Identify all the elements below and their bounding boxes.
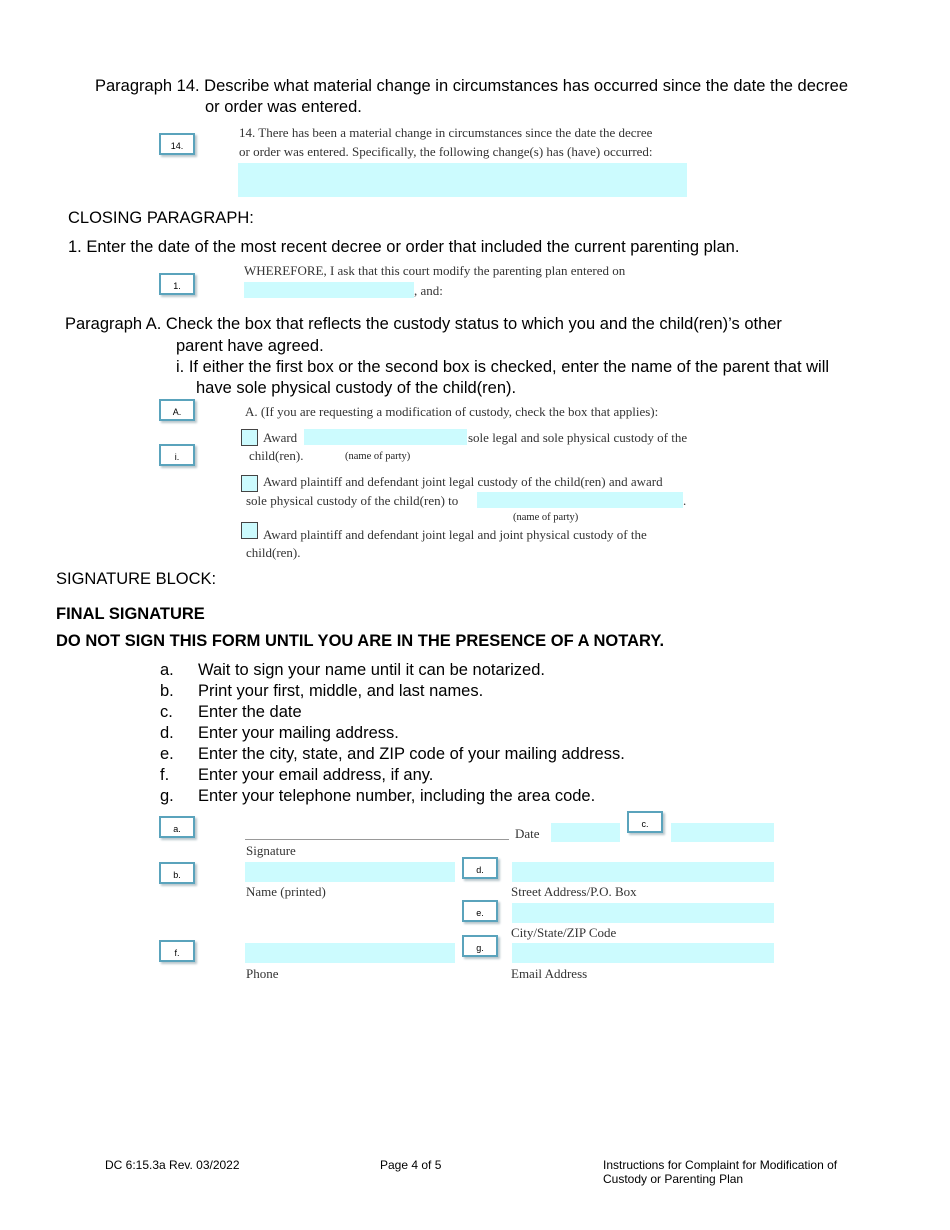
custody-option3-checkbox[interactable]: [241, 522, 258, 539]
custody-option1-checkbox[interactable]: [241, 429, 258, 446]
opt1-party-name-field[interactable]: [304, 429, 467, 445]
list-letter: g.: [160, 787, 174, 805]
closing-form-line1: WHEREFORE, I ask that this court modify the parenting plan entered on: [244, 263, 626, 278]
tag-A: A.: [159, 399, 195, 421]
opt1-award-label: Award: [263, 430, 298, 445]
paraA-form-heading: A. (If you are requesting a modification of custody, check the box that applies):: [245, 404, 659, 419]
opt1-rest-label: sole legal and sole physical custody of the: [468, 430, 688, 445]
notary-warning: DO NOT SIGN THIS FORM UNTIL YOU ARE IN THE PRESENCE OF A NOTARY.: [56, 632, 665, 650]
list-letter: f.: [160, 766, 170, 784]
footer-title-line1: Instructions for Complaint for Modification of: [603, 1158, 838, 1172]
p14-form-line1: 14. There has been a material change in circumstances since the date the decree: [239, 125, 653, 140]
p14-instruction-line1: Paragraph 14. Describe what material change in circumstances has occurred since the date the decree: [95, 77, 848, 95]
closing-item1: 1. Enter the date of the most recent decree or order that included the current parenting plan.: [68, 238, 740, 256]
final-signature-heading: FINAL SIGNATURE: [56, 605, 205, 623]
footer-page-number: Page 4 of 5: [380, 1158, 442, 1172]
tag-f: f.: [159, 940, 195, 962]
email-address-field[interactable]: [512, 943, 774, 963]
tag-14: 14.: [159, 133, 195, 155]
list-letter: e.: [160, 745, 174, 763]
date-label: Date: [515, 826, 540, 841]
paraA-sub-line1: i. If either the first box or the second box is checked, enter the name of the parent that will: [176, 358, 830, 376]
closing-heading: CLOSING PARAGRAPH:: [68, 209, 254, 227]
opt3-line1: Award plaintiff and defendant joint legal and joint physical custody of the: [263, 527, 647, 542]
email-address-label: Email Address: [511, 966, 588, 981]
tag-a: a.: [159, 816, 195, 838]
printed-name-field[interactable]: [245, 862, 455, 882]
opt2-line1: Award plaintiff and defendant joint legal custody of the child(ren) and award: [263, 474, 663, 489]
opt1-name-of-party-caption: (name of party): [345, 451, 411, 462]
list-letter: d.: [160, 724, 174, 742]
tag-c: c.: [627, 811, 663, 833]
opt2-line2: sole physical custody of the child(ren) to: [246, 493, 459, 508]
phone-label: Phone: [246, 966, 279, 981]
phone-field[interactable]: [245, 943, 455, 963]
decree-date-field[interactable]: [244, 282, 414, 298]
list-item: Enter your telephone number, including the area code.: [198, 787, 596, 805]
p14-instruction-line2: or order was entered.: [205, 98, 362, 116]
city-state-zip-label: City/State/ZIP Code: [511, 925, 617, 940]
city-state-zip-field[interactable]: [512, 903, 774, 923]
opt2-period: .: [683, 493, 687, 508]
opt1-line2: child(ren).: [249, 448, 304, 463]
street-address-label: Street Address/P.O. Box: [511, 884, 637, 899]
paraA-line2: parent have agreed.: [176, 337, 324, 355]
signature-label: Signature: [246, 843, 296, 858]
list-item: Enter the city, state, and ZIP code of your mailing address.: [198, 745, 625, 763]
list-letter: b.: [160, 682, 174, 700]
list-item: Enter your mailing address.: [198, 724, 399, 742]
tag-b: b.: [159, 862, 195, 884]
opt3-line2: child(ren).: [246, 545, 301, 560]
signature-instructions-list: [0, 660, 950, 810]
list-item: Wait to sign your name until it can be notarized.: [198, 661, 545, 679]
date-field-2[interactable]: [671, 823, 774, 842]
opt2-party-name-field[interactable]: [477, 492, 683, 508]
date-field-1[interactable]: [551, 823, 620, 842]
list-item: Enter the date: [198, 703, 302, 721]
list-letter: a.: [160, 661, 174, 679]
footer-title-line2: Custody or Parenting Plan: [603, 1172, 744, 1186]
signature-heading: SIGNATURE BLOCK:: [56, 570, 217, 588]
tag-1: 1.: [159, 273, 195, 295]
street-address-field[interactable]: [512, 862, 774, 882]
p14-form-line2: or order was entered. Specifically, the following change(s) has (have) occurred:: [239, 144, 653, 159]
tag-i: i.: [159, 444, 195, 466]
paraA-sub-line2: have sole physical custody of the child(ren).: [196, 379, 517, 397]
tag-d: d.: [462, 857, 498, 879]
opt2-name-of-party-caption: (name of party): [513, 512, 579, 523]
name-printed-label: Name (printed): [246, 884, 326, 899]
list-item: Print your first, middle, and last names.: [198, 682, 484, 700]
custody-option2-checkbox[interactable]: [241, 475, 258, 492]
tag-e: e.: [462, 900, 498, 922]
signature-line[interactable]: [245, 839, 509, 840]
list-letter: c.: [160, 703, 173, 721]
footer-form-number: DC 6:15.3a Rev. 03/2022: [105, 1158, 240, 1172]
p14-change-field[interactable]: [238, 163, 687, 197]
paraA-line1: Paragraph A. Check the box that reflects the custody status to which you and the child(ren)’s other: [65, 315, 782, 333]
closing-form-and: , and:: [414, 283, 443, 298]
list-item: Enter your email address, if any.: [198, 766, 434, 784]
tag-g: g.: [462, 935, 498, 957]
